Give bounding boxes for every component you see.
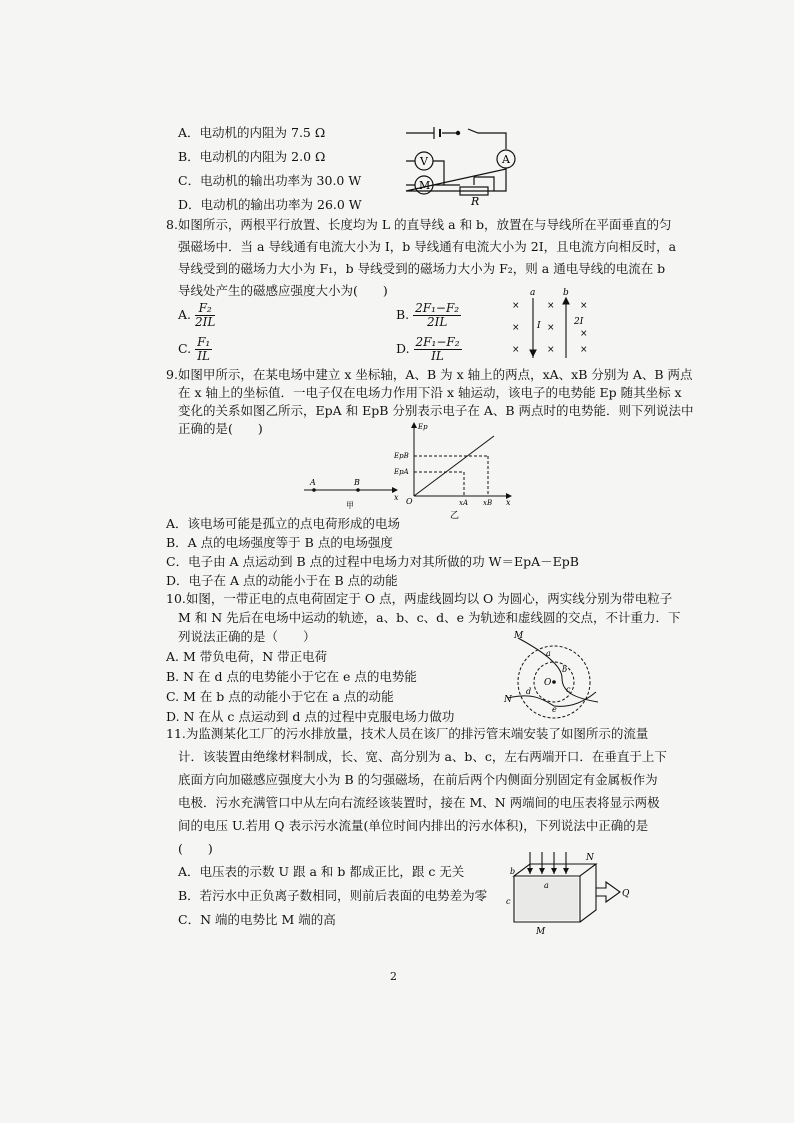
q10-a-label: a (546, 649, 551, 658)
wire-b-current: 2I (574, 317, 584, 327)
q8-option-b-num: 2F₁−F₂ (415, 301, 460, 315)
q8-option-a-num: F₂ (195, 302, 215, 316)
q8-stem-line-3: 导线受到的磁场力大小为 F₁，b 导线受到的磁场力大小为 F₂，则 a 通电导线的电流在 b (178, 261, 666, 276)
fig-yi-epa: EpA (394, 468, 409, 476)
q11-stem-line-6: ( ) (178, 841, 213, 856)
q11-stem-line-5: 间的电压 U.若用 Q 表示污水流量(单位时间内排出的污水体积)，下列说法中正确的是 (178, 818, 649, 833)
field-cross: × (580, 345, 588, 355)
q8-option-b-den: 2IL (426, 315, 448, 329)
q9-option-b: B．A 点的电场强度等于 B 点的电场强度 (166, 535, 393, 550)
q11-flowmeter-figure (500, 848, 630, 938)
q10-stem-line-2: M 和 N 先后在电场中运动的轨迹，a、b、c、d、e 为轨迹和虚线圆的交点，不计重力．下 (178, 610, 681, 625)
q11-option-b: B．若污水中正负离子数相同，则前后表面的电势差为零 (178, 888, 488, 903)
circuit-label-r: R (471, 195, 480, 208)
q9-stem-line-1: 9.如图甲所示，在某电场中建立 x 坐标轴，A、B 为 x 轴上的两点，xA、xB 分别为 A、B 两点 (166, 367, 693, 382)
q9-stem-line-4: 正确的是( ) (178, 421, 263, 436)
q8-wire-figure (508, 290, 598, 362)
q9-stem-line-2: 在 x 轴上的坐标值．一电子仅在电场力作用下沿 x 轴运动，该电子的电势能 Ep 随其坐标 x (178, 385, 682, 400)
q10-option-c: C. M 在 b 点的动能小于它在 a 点的动能 (166, 689, 394, 704)
wire-a-current: I (537, 321, 541, 331)
q7-circuit-diagram (398, 125, 528, 208)
q10-stem-line-1: 10.如图，一带正电的点电荷固定于 O 点，两虚线圆均以 O 为圆心，两实线分别为带电粒子 (166, 591, 673, 606)
q10-option-d: D. N 在从 c 点运动到 d 点的过程中克服电场力做功 (166, 709, 455, 724)
q8-option-a (178, 300, 215, 330)
q8-option-c (178, 334, 212, 364)
q8-stem-line-4: 导线处产生的磁感应强度大小为( ) (178, 283, 388, 298)
q9-option-c: C．电子由 A 点运动到 B 点的过程中电场力对其所做的功 W＝EpA－EpB (166, 554, 579, 569)
q8-option-c-label: C. (178, 341, 192, 356)
q10-d-label: d (526, 687, 532, 696)
wire-b-label: b (563, 288, 569, 298)
q10-o-label: O (544, 678, 552, 688)
q8-option-c-num: F₁ (197, 335, 211, 349)
q7-option-a: A．电动机的内阻为 7.5 Ω (178, 125, 326, 140)
q11-stem-line-1: 11.为监测某化工厂的污水排放量，技术人员在该厂的排污管末端安装了如图所示的流量 (166, 726, 649, 741)
q11-b-label: b (510, 867, 516, 876)
q11-n-label: N (586, 853, 594, 863)
q11-stem-line-4: 电极．污水充满管口中从左向右流经该装置时，接在 M、N 两端间的电压表将显示两极 (178, 795, 660, 810)
q10-c-label: c (566, 685, 571, 694)
fig-jia-x: x (394, 493, 399, 502)
wire-a-label: a (530, 288, 536, 298)
field-cross: × (512, 301, 520, 311)
q8-stem-line-1: 8.如图所示，两根平行放置、长度均为 L 的直导线 a 和 b，放置在与导线所在平面垂直的匀 (166, 217, 672, 232)
q10-option-a: A. M 带负电荷，N 带正电荷 (166, 649, 328, 664)
q8-option-c-den: IL (197, 349, 210, 363)
circuit-label-m: M (419, 179, 431, 192)
q8-option-d-num: 2F₁−F₂ (415, 335, 460, 349)
q8-option-b (396, 300, 461, 330)
q8-option-b-label: B. (396, 307, 410, 322)
field-cross: × (547, 345, 555, 355)
q10-b-label: b (562, 665, 568, 674)
q11-a-label: a (544, 881, 549, 890)
field-cross: × (580, 301, 588, 311)
q9-figure-yi (392, 420, 512, 520)
q8-option-d (396, 334, 462, 364)
q11-stem-line-3: 底面方向加磁感应强度大小为 B 的匀强磁场，在前后两个内侧面分别固定有金属板作为 (178, 772, 658, 787)
q11-c-label: c (506, 897, 511, 906)
fig-yi-caption: 乙 (450, 511, 460, 521)
q10-stem-line-3: 列说法正确的是（ ） (178, 629, 316, 644)
q11-option-c: C．N 端的电势比 M 端的高 (178, 912, 336, 927)
q7-option-c: C．电动机的输出功率为 30.0 W (178, 173, 362, 188)
field-cross: × (512, 323, 520, 333)
q7-option-b: B．电动机的内阻为 2.0 Ω (178, 149, 326, 164)
magnetic-field-crosses (512, 301, 588, 355)
fig-yi-ep: Ep (418, 423, 428, 431)
q8-option-a-label: A. (178, 307, 192, 322)
q11-m-label: M (536, 927, 546, 937)
q9-stem-line-3: 变化的关系如图乙所示，EpA 和 EpB 分别表示电子在 A、B 两点时的电势能．则下列说法中 (178, 403, 694, 418)
q11-stem-line-2: 计．该装置由绝缘材料制成，长、宽、高分别为 a、b、c，左右两端开口．在垂直于上下 (178, 749, 667, 764)
fig-yi-xa: xA (459, 499, 469, 507)
q10-trajectory-figure (504, 632, 604, 712)
q8-stem-line-2: 强磁场中．当 a 导线通有电流大小为 I，b 导线通有电流大小为 2I，且电流方向相反时，a (178, 239, 677, 254)
q7-option-d: D．电动机的输出功率为 26.0 W (178, 197, 362, 212)
field-cross: × (512, 345, 520, 355)
field-cross: × (580, 329, 588, 339)
q8-option-a-den: 2IL (195, 315, 216, 329)
q10-n-label: N (504, 695, 512, 705)
page-number: 2 (390, 970, 397, 983)
field-cross: × (547, 301, 555, 311)
q10-m-label: M (514, 631, 524, 641)
circuit-label-a: A (502, 153, 510, 166)
q10-option-b: B. N 在 d 点的电势能小于它在 e 点的电势能 (166, 669, 417, 684)
q9-option-a: A．该电场可能是孤立的点电荷形成的电场 (166, 516, 401, 531)
circuit-label-v: V (420, 155, 428, 168)
q8-option-d-den: IL (431, 349, 444, 363)
q9-option-d: D．电子在 A 点的动能小于在 B 点的动能 (166, 573, 398, 588)
fig-jia-b: B (354, 478, 360, 487)
fig-yi-origin: O (406, 497, 413, 506)
fig-jia-a: A (310, 478, 316, 487)
q11-q-label: Q (622, 889, 630, 899)
q10-e-label: e (552, 705, 557, 714)
fig-yi-x: x (506, 498, 511, 507)
q8-option-d-label: D. (396, 341, 410, 356)
fig-jia-caption: 甲 (346, 501, 354, 510)
fig-yi-xb: xB (483, 499, 493, 507)
q11-option-a: A．电压表的示数 U 跟 a 和 b 都成正比，跟 c 无关 (178, 864, 465, 879)
field-cross: × (547, 323, 555, 333)
fig-yi-epb: EpB (394, 452, 409, 460)
